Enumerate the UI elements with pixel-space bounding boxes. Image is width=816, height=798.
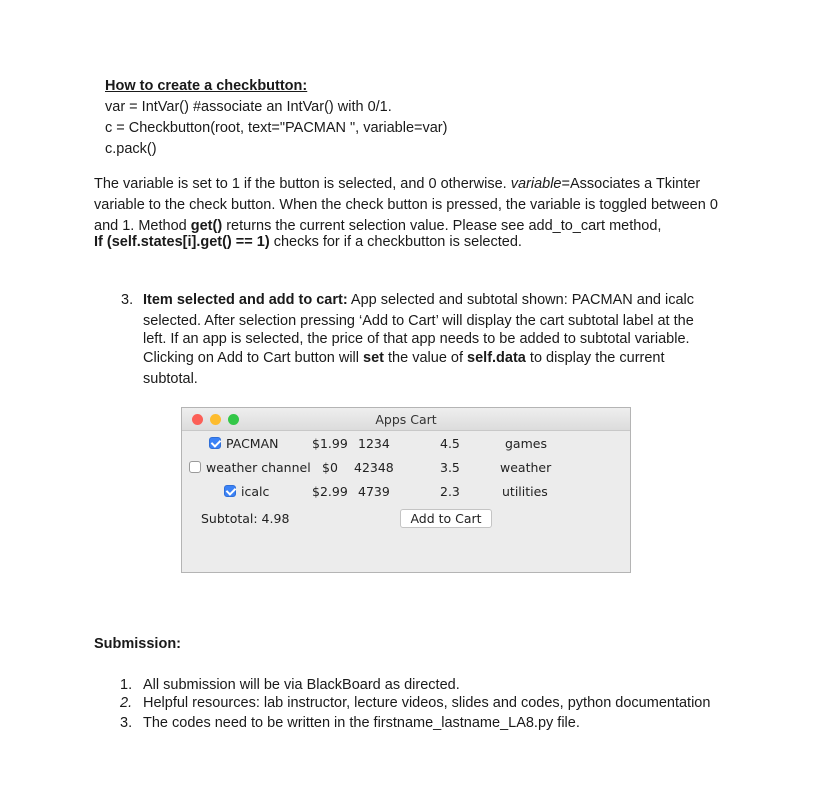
- explanation-line-1: The variable is set to 1 if the button is selected, and 0 otherwise. variable=Associates a Tkinter: [94, 176, 701, 192]
- item3-line-3: left. If an app is selected, the price of that app needs to be added to subtotal variable.: [143, 331, 690, 347]
- app-rating: 3.5: [440, 460, 460, 475]
- window-title: Apps Cart: [375, 412, 437, 427]
- submission-item-num: 2.: [120, 695, 133, 711]
- app-name: PACMAN: [226, 436, 279, 451]
- app-category: utilities: [502, 484, 548, 499]
- apps-cart-window: [181, 407, 631, 573]
- icalc-checkbox[interactable]: [224, 485, 236, 497]
- explanation-line-4: If (self.states[i].get() == 1) checks for if a checkbutton is selected.: [94, 234, 522, 250]
- app-price: $2.99: [312, 484, 348, 499]
- app-rating: 4.5: [440, 436, 460, 451]
- item3-line-5: subtotal.: [143, 371, 198, 387]
- app-name: icalc: [241, 484, 270, 499]
- explanation-line-2: variable to the check button. When the check button is pressed, the variable is toggled between 0: [94, 197, 718, 213]
- app-category: weather: [500, 460, 552, 475]
- app-rating: 2.3: [440, 484, 460, 499]
- app-category: games: [505, 436, 547, 451]
- submission-item: Helpful resources: lab instructor, lecture videos, slides and codes, python documentation: [143, 695, 711, 711]
- app-id: 42348: [354, 460, 394, 475]
- explanation-line-3: and 1. Method get() returns the current selection value. Please see add_to_cart method,: [94, 218, 662, 234]
- add-to-cart-button[interactable]: Add to Cart: [400, 509, 492, 528]
- subtotal-label: Subtotal: 4.98: [201, 511, 290, 526]
- item3-number: 3.: [121, 292, 134, 308]
- app-id: 1234: [358, 436, 390, 451]
- item3-line-2: selected. After selection pressing ‘Add to Cart’ will display the cart subtotal label at the: [143, 313, 694, 329]
- code-line-2: c = Checkbutton(root, text="PACMAN ", variable=var): [105, 120, 448, 136]
- app-name: weather channel: [206, 460, 311, 475]
- code-line-1: var = IntVar() #associate an IntVar() with 0/1.: [105, 99, 392, 115]
- app-price: $1.99: [312, 436, 348, 451]
- submission-item-num: 3.: [120, 715, 133, 731]
- code-line-3: c.pack(): [105, 141, 157, 157]
- submission-item-num: 1.: [120, 677, 133, 693]
- submission-item: All submission will be via BlackBoard as directed.: [143, 677, 460, 693]
- window-titlebar: [182, 408, 630, 431]
- app-id: 4739: [358, 484, 390, 499]
- submission-item: The codes need to be written in the firstname_lastname_LA8.py file.: [143, 715, 580, 731]
- howto-heading: How to create a checkbutton:: [105, 78, 308, 94]
- item3-line-1: Item selected and add to cart: App selected and subtotal shown: PACMAN and icalc: [143, 292, 694, 308]
- weather-channel-checkbox[interactable]: [189, 461, 201, 473]
- app-price: $0: [322, 460, 338, 475]
- pacman-checkbox[interactable]: [209, 437, 221, 449]
- item3-line-4: Clicking on Add to Cart button will set the value of self.data to display the current: [143, 350, 665, 366]
- submission-heading: Submission:: [94, 636, 182, 652]
